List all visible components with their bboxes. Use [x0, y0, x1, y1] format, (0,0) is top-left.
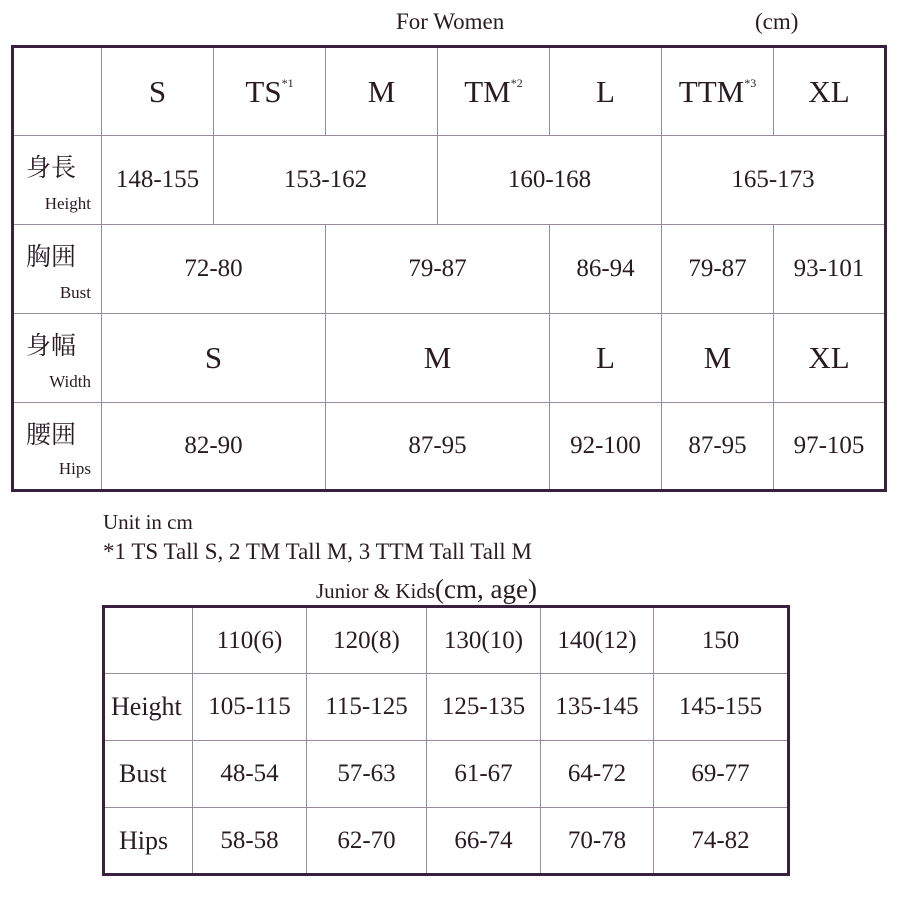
table-cell: XL	[774, 314, 886, 403]
size-header-cell: M	[326, 47, 438, 136]
table-cell: 69-77	[654, 741, 789, 808]
table-cell: 92-100	[550, 403, 662, 491]
table-cell: 125-135	[427, 674, 541, 741]
table-cell: 79-87	[326, 225, 550, 314]
table-cell: L	[550, 314, 662, 403]
table-cell: 64-72	[541, 741, 654, 808]
table-cell: 153-162	[214, 136, 438, 225]
size-header-cell: TTM$^{*3}$	[662, 47, 774, 136]
size-header-cell: TS$^{*1}$	[214, 47, 326, 136]
width-row	[13, 314, 886, 403]
row-header-bust: Bust	[104, 741, 193, 808]
table-cell: 86-94	[550, 225, 662, 314]
size-header-cell: L	[550, 47, 662, 136]
table-cell: 115-125	[307, 674, 427, 741]
table-cell: M	[662, 314, 774, 403]
kids-header-cell: 130(10)	[427, 607, 541, 674]
bust-row	[13, 225, 886, 314]
corner-cell	[104, 607, 193, 674]
kids-hips-row	[104, 808, 789, 875]
height-row	[13, 136, 886, 225]
corner-cell	[13, 47, 102, 136]
size-header-row	[13, 47, 886, 136]
kids-header-row	[104, 607, 789, 674]
kids-height-row	[104, 674, 789, 741]
kids-header-cell: 140(12)	[541, 607, 654, 674]
row-header-height: 身長 Height	[13, 136, 102, 225]
table-cell: 145-155	[654, 674, 789, 741]
women-chart-title: For Women	[396, 9, 505, 34]
table-cell: 72-80	[102, 225, 326, 314]
table-cell: M	[326, 314, 550, 403]
kids-chart-unit: (cm, age)	[435, 574, 537, 604]
row-header-bust: 胸囲 Bust	[13, 225, 102, 314]
women-size-table	[11, 45, 887, 492]
table-cell: 97-105	[774, 403, 886, 491]
size-header-cell: TM$^{*2}$	[438, 47, 550, 136]
table-cell: S	[102, 314, 326, 403]
kids-header-cell: 150	[654, 607, 789, 674]
hips-row	[13, 403, 886, 491]
table-cell: 58-58	[193, 808, 307, 875]
kids-header-cell: 120(8)	[307, 607, 427, 674]
table-cell: 70-78	[541, 808, 654, 875]
size-header-cell: S	[102, 47, 214, 136]
footnote: *1 TS Tall S, 2 TM Tall M, 3 TTM Tall Tall M	[103, 539, 532, 564]
row-header-width: 身幅 Width	[13, 314, 102, 403]
table-cell: 87-95	[326, 403, 550, 491]
table-cell: 148-155	[102, 136, 214, 225]
table-cell: 93-101	[774, 225, 886, 314]
table-cell: 61-67	[427, 741, 541, 808]
table-cell: 57-63	[307, 741, 427, 808]
women-chart-unit: (cm)	[755, 9, 799, 34]
table-cell: 82-90	[102, 403, 326, 491]
row-header-hips: Hips	[104, 808, 193, 875]
size-header-cell: XL	[774, 47, 886, 136]
table-cell: 79-87	[662, 225, 774, 314]
kids-header-cell: 110(6)	[193, 607, 307, 674]
table-cell: 48-54	[193, 741, 307, 808]
kids-bust-row	[104, 741, 789, 808]
table-cell: 135-145	[541, 674, 654, 741]
kids-size-table	[102, 605, 790, 876]
unit-note: Unit in cm	[103, 510, 193, 534]
table-cell: 105-115	[193, 674, 307, 741]
table-cell: 66-74	[427, 808, 541, 875]
table-cell: 74-82	[654, 808, 789, 875]
kids-chart-title: Junior & Kids(cm, age)	[316, 574, 537, 604]
table-cell: 160-168	[438, 136, 662, 225]
row-header-hips: 腰囲 Hips	[13, 403, 102, 491]
table-cell: 62-70	[307, 808, 427, 875]
table-cell: 165-173	[662, 136, 886, 225]
table-cell: 87-95	[662, 403, 774, 491]
row-header-height: Height	[104, 674, 193, 741]
